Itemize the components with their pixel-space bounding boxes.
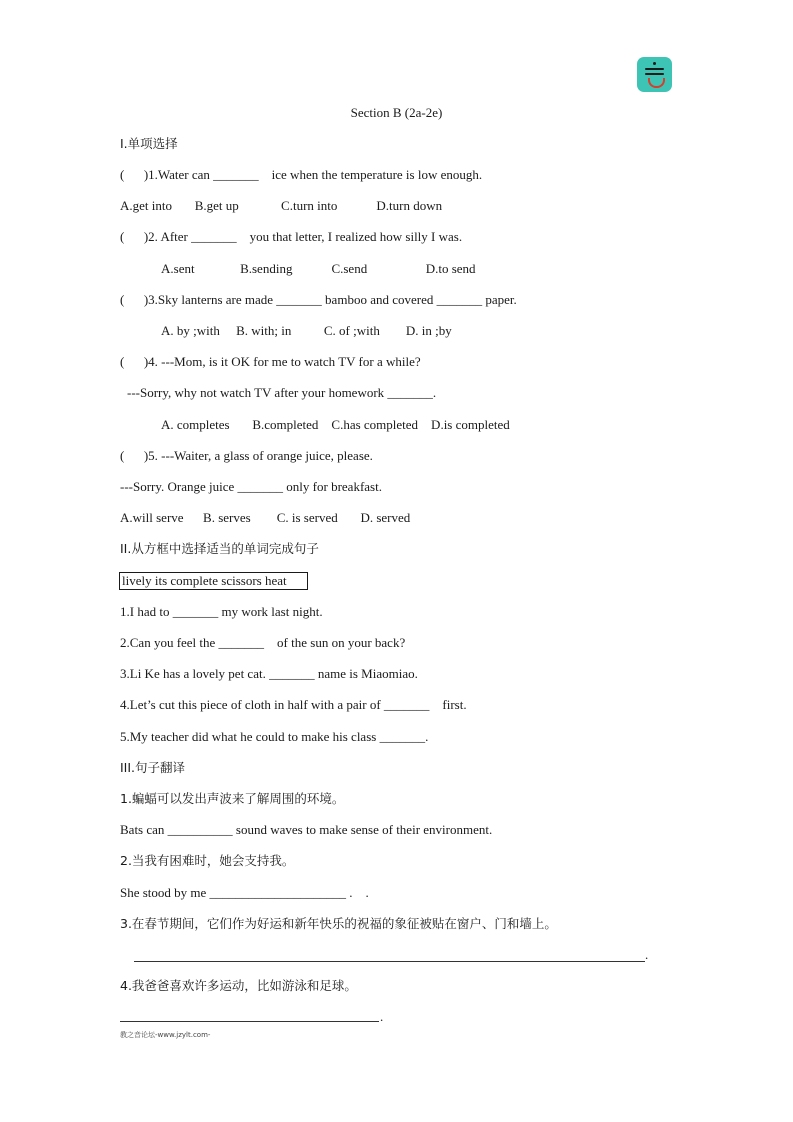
q1-options: A.get into B.get up C.turn into D.turn down <box>120 198 443 213</box>
logo-bar <box>645 73 664 75</box>
logo-cup-icon <box>648 78 665 88</box>
q4-options: A. completes B.completed C.has completed D.is completed <box>161 417 510 432</box>
part1-heading: I.单项选择 <box>120 136 178 151</box>
part2-sentence-1: 1.I had to _______ my work last night. <box>120 604 323 619</box>
translation-4-chinese: 4.我爸爸喜欢许多运动，比如游泳和足球。 <box>120 978 357 993</box>
part2-heading: II.从方框中选择适当的单词完成句子 <box>120 541 319 556</box>
translation-4-period: . <box>380 1009 384 1024</box>
q3-stem: ( )3.Sky lanterns are made _______ bamboo and covered _______ paper. <box>120 292 517 307</box>
q5-options: A.will serve B. serves C. is served D. served <box>120 510 411 525</box>
q4-reply: ---Sorry, why not watch TV after your homework _______. <box>127 385 437 400</box>
translation-1-english: Bats can __________ sound waves to make sense of their environment. <box>120 822 493 837</box>
q5-stem: ( )5. ---Waiter, a glass of orange juice, please. <box>120 448 373 463</box>
site-logo <box>637 57 672 92</box>
q2-stem: ( )2. After _______ you that letter, I realized how silly I was. <box>120 229 463 244</box>
part2-sentence-5: 5.My teacher did what he could to make his class _______. <box>120 729 429 744</box>
translation-3-chinese: 3.在春节期间，它们作为好运和新年快乐的祝福的象征被贴在窗户、门和墙上。 <box>120 916 557 931</box>
q4-stem: ( )4. ---Mom, is it OK for me to watch TV for a while? <box>120 354 421 369</box>
translation-3-answer-line[interactable] <box>134 961 645 962</box>
translation-2-english: She stood by me _____________________ . . <box>120 885 369 900</box>
q1-stem: ( )1.Water can _______ ice when the temperature is low enough. <box>120 167 483 182</box>
translation-1-chinese: 1.蝙蝠可以发出声波来了解周围的环境。 <box>120 791 345 806</box>
part3-heading: III.句子翻译 <box>120 760 186 775</box>
q2-options: A.sent B.sending C.send D.to send <box>161 261 476 276</box>
page-title: Section B (2a-2e) <box>350 105 443 120</box>
footer-source: 教之音论坛-www.jzylt.com- <box>120 1031 211 1039</box>
word-box: lively its complete scissors heat <box>119 572 308 590</box>
logo-bar <box>645 68 664 70</box>
translation-4-answer-line[interactable] <box>120 1021 379 1022</box>
translation-3-period: . <box>645 947 649 962</box>
part2-sentence-3: 3.Li Ke has a lovely pet cat. _______ name is Miaomiao. <box>120 666 418 681</box>
translation-2-chinese: 2.当我有困难时，她会支持我。 <box>120 853 295 868</box>
logo-dot <box>653 62 656 65</box>
q3-options: A. by ;with B. with; in C. of ;with D. in ;by <box>161 323 452 338</box>
q5-reply: ---Sorry. Orange juice _______ only for breakfast. <box>120 479 382 494</box>
part2-sentence-2: 2.Can you feel the _______ of the sun on your back? <box>120 635 406 650</box>
part2-sentence-4: 4.Let’s cut this piece of cloth in half with a pair of _______ first. <box>120 697 467 712</box>
